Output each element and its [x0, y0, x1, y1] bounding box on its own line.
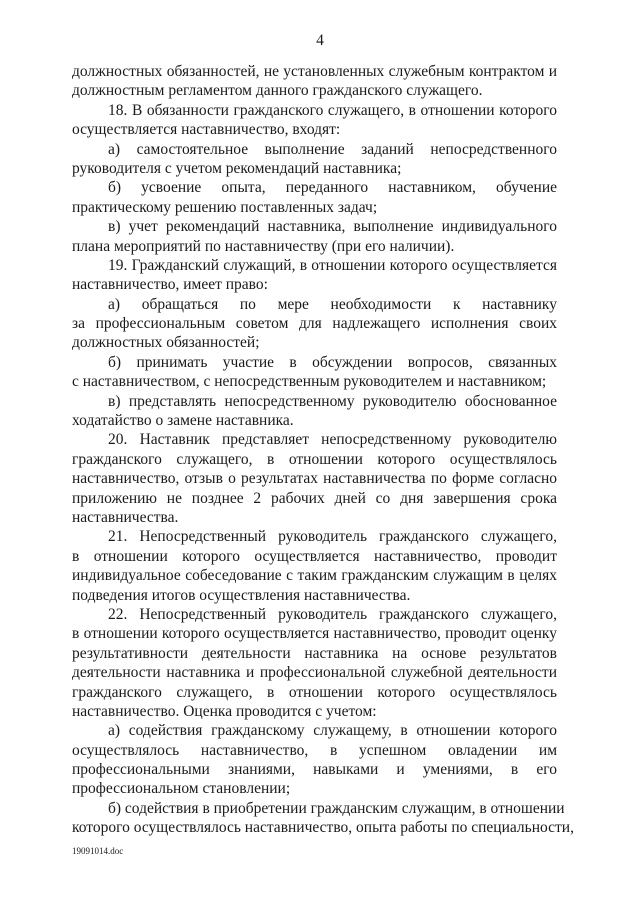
text-line: осуществляется наставничество, входят: — [72, 121, 341, 139]
text-line: плана мероприятий по наставничеству (при его наличии). — [72, 237, 455, 255]
page-number: 4 — [316, 32, 324, 49]
text-line: 18. В обязанности гражданского служащего, в отношении которого — [108, 101, 557, 119]
text-line: 22. Непосредственный руководитель гражданского служащего, — [108, 605, 557, 623]
text-line: осуществлялось наставничество, в успешном овладении им — [72, 741, 557, 759]
text-line: профессиональными знаниями, навыками и умениями, в его — [72, 761, 557, 779]
text-line: в) учет рекомендаций наставника, выполнение индивидуального — [108, 218, 557, 236]
text-line: б) содействия в приобретении гражданским служащим, в отношении — [108, 799, 565, 817]
text-line: 19. Гражданский служащий, в отношении которого осуществляется — [108, 256, 557, 274]
document-body — [72, 62, 574, 838]
text-line: гражданского служащего, в отношении которого осуществлялось — [72, 683, 557, 701]
text-line: наставничества. — [72, 508, 179, 526]
text-line: наставничество, отзыв о результатах наставничества по форме согласно — [72, 470, 557, 488]
text-line: должностных обязанностей; — [72, 334, 260, 352]
paragraph — [72, 605, 557, 721]
text-line: деятельности наставника и профессиональной служебной деятельности — [72, 664, 557, 682]
text-line: с наставничеством, с непосредственным руководителем и наставником; — [72, 373, 547, 391]
paragraph — [72, 101, 557, 140]
text-line: а) содействия гражданскому служащему, в отношении которого — [108, 722, 557, 740]
text-line: подведения итогов осуществления наставничества. — [72, 586, 411, 604]
text-line: в отношении которого осуществляется наставничество, проводит — [72, 547, 557, 565]
text-line: результативности деятельности наставника на основе результатов — [72, 644, 557, 662]
paragraph — [72, 353, 557, 392]
text-line: а) самостоятельное выполнение заданий непосредственного — [108, 140, 557, 158]
text-line: б) усвоение опыта, переданного наставником, обучение — [108, 179, 557, 197]
text-line: наставничество, имеет право: — [72, 276, 268, 294]
text-line: наставничество. Оценка проводится с учетом: — [72, 702, 377, 720]
text-line: профессиональном становлении; — [72, 780, 291, 798]
text-line: в отношении которого осуществляется наставничество, проводит оценку — [72, 625, 557, 643]
paragraph — [72, 799, 574, 838]
text-line: индивидуальное собеседование с таким гражданским служащим в целях — [72, 567, 557, 585]
paragraph — [72, 178, 557, 217]
paragraph — [72, 527, 557, 605]
paragraph — [72, 392, 557, 431]
paragraph — [72, 721, 557, 799]
text-line: за профессиональным советом для надлежащего исполнения своих — [72, 315, 557, 333]
text-line: руководителя с учетом рекомендаций наставника; — [72, 159, 402, 177]
paragraph — [72, 217, 557, 256]
paragraph — [72, 430, 557, 527]
paragraph — [72, 140, 557, 179]
text-line: гражданского служащего, в отношении которого осуществлялось — [72, 450, 557, 468]
text-line: б) принимать участие в обсуждении вопросов, связанных — [108, 353, 557, 371]
text-line: практическому решению поставленных задач; — [72, 198, 378, 216]
text-line: которого осуществлялось наставничество, опыта работы по специальности, — [72, 819, 574, 837]
paragraph — [72, 62, 557, 101]
text-line: а) обращаться по мере необходимости к наставнику — [108, 295, 557, 313]
paragraph — [72, 256, 557, 295]
text-line: должностным регламентом данного гражданского служащего. — [72, 82, 483, 100]
text-line: в) представлять непосредственному руководителю обоснованное — [108, 392, 557, 410]
text-line: должностных обязанностей, не установленных служебным контрактом и — [72, 63, 557, 80]
text-line: 20. Наставник представляет непосредственному руководителю — [108, 431, 557, 449]
text-line: ходатайство о замене наставника. — [72, 412, 294, 430]
paragraph — [72, 295, 557, 353]
text-line: 21. Непосредственный руководитель гражданского служащего, — [108, 528, 557, 546]
file-name-footer: 19091014.doc — [72, 846, 124, 856]
text-line: приложению не позднее 2 рабочих дней со дня завершения срока — [72, 489, 557, 507]
